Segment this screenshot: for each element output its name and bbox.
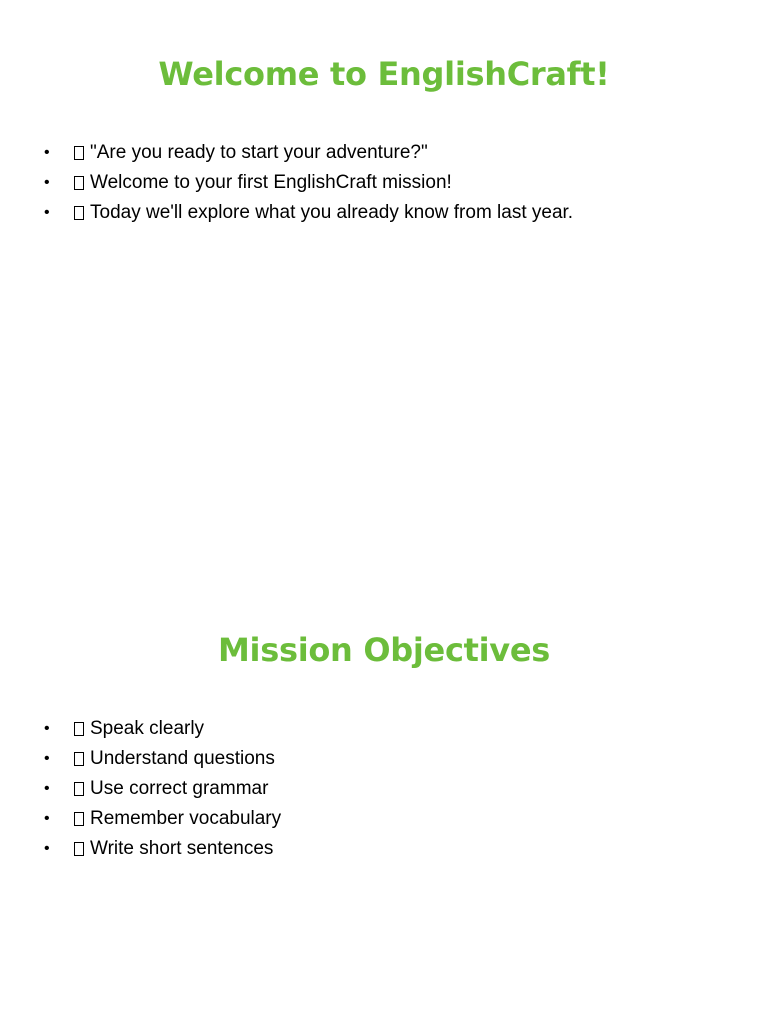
objectives-bullet-list [44,714,744,864]
list-item [44,714,744,744]
list-item [44,744,744,774]
missing-glyph-icon [74,176,84,190]
bullet-icon: • [44,750,50,767]
bullet-icon: • [44,144,50,161]
list-item [44,834,744,864]
slide-mission-objectives [0,576,768,1024]
missing-glyph-icon [74,842,84,856]
list-item [44,168,744,198]
bullet-text: "Are you ready to start your adventure?" [90,142,428,163]
bullet-text: Welcome to your first EnglishCraft mission! [90,172,452,193]
bullet-icon: • [44,840,50,857]
welcome-bullet-list [44,138,744,228]
bullet-text: Understand questions [90,748,275,769]
list-item [44,804,744,834]
bullet-icon: • [44,780,50,797]
list-item [44,774,744,804]
missing-glyph-icon [74,812,84,826]
missing-glyph-icon [74,782,84,796]
bullet-icon: • [44,174,50,191]
bullet-text: Speak clearly [90,718,205,739]
list-item [44,138,744,168]
bullet-text: Write short sentences [90,838,274,859]
list-item [44,198,744,228]
bullet-icon: • [44,204,50,221]
bullet-icon: • [44,810,50,827]
missing-glyph-icon [74,722,84,736]
missing-glyph-icon [74,146,84,160]
slide-title-welcome: Welcome to EnglishCraft! [158,55,610,93]
slide-title-mission-objectives: Mission Objectives [217,631,550,669]
bullet-icon: • [44,720,50,737]
bullet-text: Today we'll explore what you already know from last year. [90,202,574,223]
missing-glyph-icon [74,752,84,766]
bullet-text: Remember vocabulary [90,808,282,829]
bullet-text: Use correct grammar [90,778,269,799]
missing-glyph-icon [74,206,84,220]
